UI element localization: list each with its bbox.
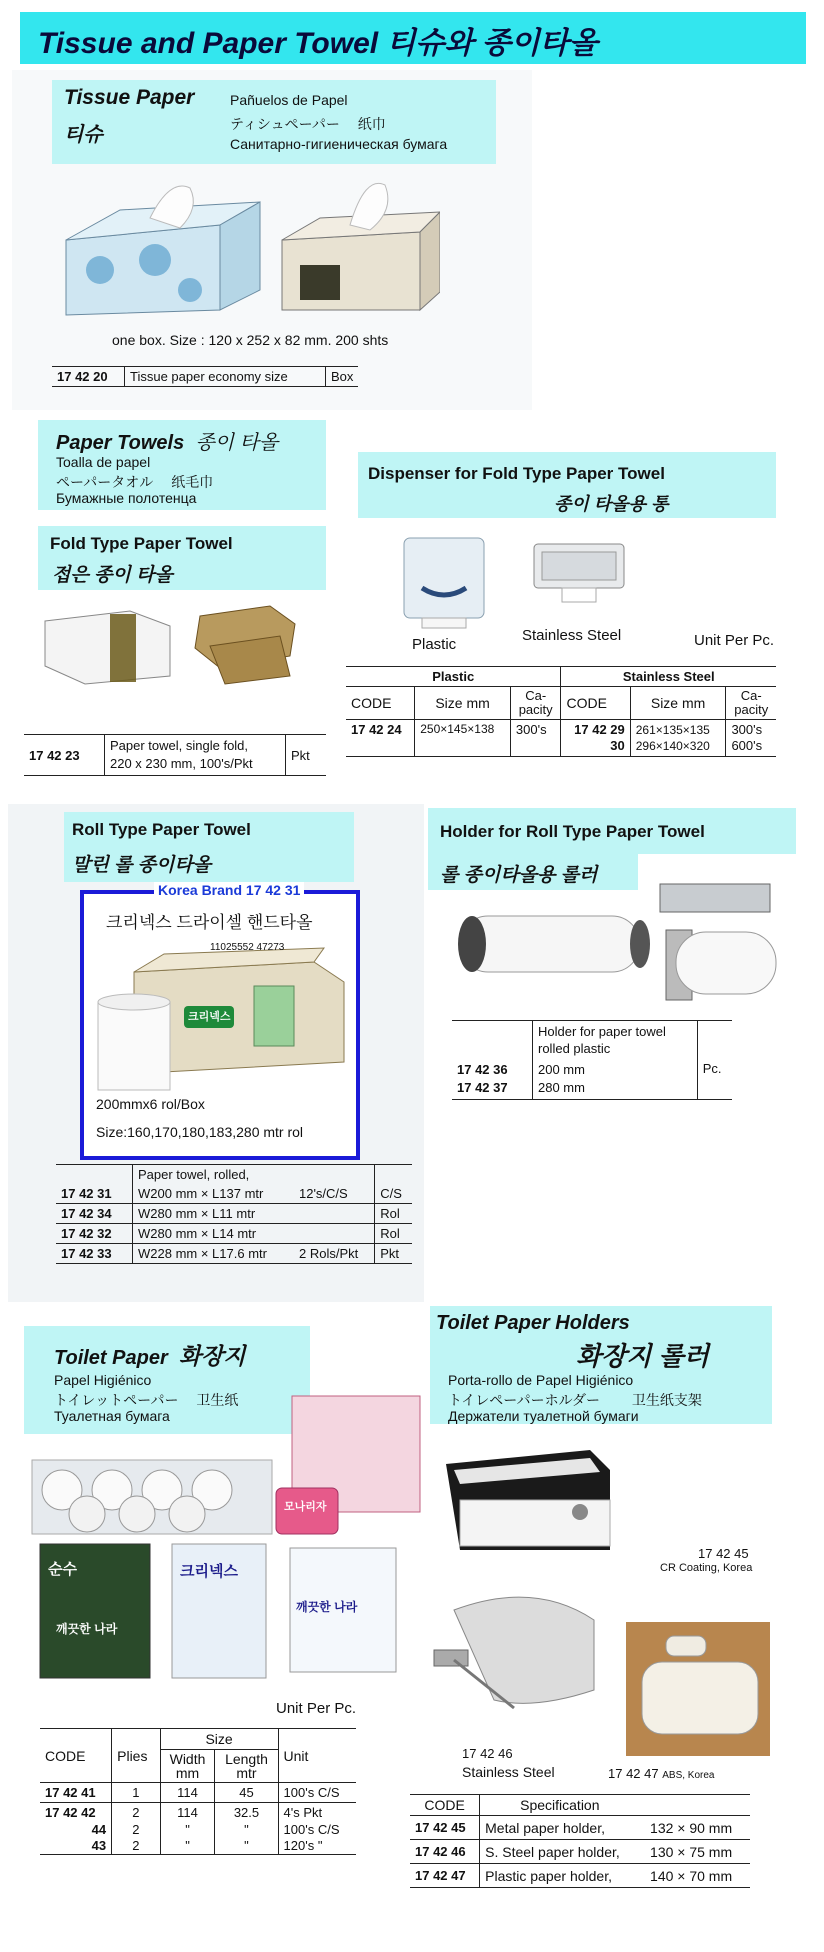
- toilet-head-size: Size: [160, 1729, 278, 1750]
- toilet-holders-title: Toilet Paper Holders: [436, 1312, 630, 1334]
- paper-towels-title: Paper Towels 종이 타올: [56, 432, 279, 454]
- tissue-lang-es: Pañuelos de Papel: [230, 92, 348, 108]
- toilet-pkg-3: 깨끗한 나라: [296, 1600, 358, 1614]
- dispenser-head-plastic: Plastic: [346, 667, 561, 687]
- fold-towel-table: [24, 734, 326, 776]
- toilet-lang-es: Papel Higiénico: [54, 1372, 152, 1388]
- holder-45-note: CR Coating, Korea: [660, 1562, 753, 1574]
- tissue-code: 17 42 20: [57, 369, 108, 384]
- fold-towel-title: Fold Type Paper Towel: [50, 534, 233, 553]
- holder-codes: 17 42 36 17 42 37: [457, 1062, 508, 1095]
- toilet-head-unit: Unit: [278, 1729, 356, 1783]
- page-title: Tissue and Paper Towel 티슈와 종이타올: [38, 27, 598, 60]
- table-row: 17 42 33 W228 mm × L17.6 mtr 2 Rols/Pkt Pkt: [56, 1244, 412, 1264]
- paper-towels-lang-ja: ペーパータオル 纸毛巾: [56, 474, 214, 490]
- tissue-lang-ja: ティシュペーパー 纸巾: [230, 116, 386, 132]
- roll-brand-code: Korea Brand 17 42 31: [154, 882, 304, 898]
- dispenser-plastic-code: 17 42 24: [351, 722, 402, 737]
- dispenser-head-steel: Stainless Steel: [561, 667, 776, 687]
- roll-box-number: 11025552 47273: [210, 942, 285, 953]
- fold-towel-title-box: [38, 526, 326, 590]
- toilet-holders-lang-es: Porta-rollo de Papel Higiénico: [448, 1372, 634, 1388]
- table-row: [52, 367, 358, 387]
- table-row: [24, 735, 326, 776]
- table-row: [452, 1021, 732, 1060]
- table-row: 44 2 " " 100's C/S: [40, 1822, 356, 1838]
- toilet-unit-note: Unit Per Pc.: [276, 1700, 357, 1717]
- fold-towel-title-ko: 접은 종이 타올: [52, 565, 173, 586]
- holder-46-image: [414, 1580, 614, 1740]
- toilet-lang-ja: トイレットペーパー 卫生纸: [54, 1392, 239, 1408]
- holder-unit: Pc.: [697, 1059, 732, 1100]
- holder-45-code: 17 42 45: [698, 1546, 749, 1561]
- dispenser-steel-caps: 300's 600's: [726, 720, 776, 757]
- page-header: [20, 12, 806, 64]
- toilet-holders-head-code: CODE: [410, 1795, 480, 1816]
- roll-caption-2: Size:160,170,180,183,280 mtr rol: [96, 1124, 304, 1140]
- roll-box-logo: 크리넥스: [188, 1011, 231, 1023]
- fold-towel-unit: Pkt: [286, 735, 327, 776]
- dispenser-title-ko: 종이 타올용 통: [554, 494, 669, 514]
- table-row: 17 42 42 2 114 32.5 4's Pkt: [40, 1803, 356, 1823]
- tissue-title-ko: 티슈: [64, 124, 103, 146]
- holder-table: [452, 1020, 732, 1100]
- holder-47-image: [626, 1622, 770, 1756]
- holder-desc: Holder for paper towel rolled plastic: [533, 1021, 698, 1060]
- table-row: 17 42 46 S. Steel paper holder, 130 × 75 mm: [410, 1840, 750, 1864]
- roll-title-ko: 말린 롤 종이타올: [72, 855, 212, 876]
- roll-title-box: [64, 812, 354, 882]
- table-row: Paper towel, rolled,: [56, 1165, 412, 1185]
- dispenser-title: Dispenser for Fold Type Paper Towel: [368, 464, 665, 483]
- roll-brand-name: 크리넥스 드라이셀 핸드타올: [106, 913, 313, 932]
- toilet-pkg-4: 모나리자: [284, 1501, 327, 1513]
- holder-sizes: 200 mm 280 mm: [533, 1059, 698, 1100]
- toilet-pkg-1b: 깨끗한 나라: [56, 1622, 118, 1636]
- holder-46-note: Stainless Steel: [462, 1764, 555, 1780]
- tissue-title: Tissue Paper: [64, 86, 195, 109]
- dispenser-steel-codes: 17 42 29 30: [561, 720, 630, 757]
- holder-title-ko: 롤 종이타올용 롤러: [440, 865, 598, 886]
- table-row: [452, 1059, 732, 1100]
- tissue-title-box: [52, 80, 496, 164]
- dispenser-steel-sizes: 261×135×135 296×140×320: [630, 720, 726, 757]
- paper-towels-lang-es: Toalla de papel: [56, 454, 151, 470]
- dispenser-plastic-size: 250×145×138: [415, 720, 511, 757]
- toilet-holders-title-box: [430, 1306, 772, 1424]
- holder-image: [450, 880, 790, 1010]
- table-row: [346, 687, 776, 720]
- holder-46-code: 17 42 46: [462, 1746, 513, 1761]
- table-row: 17 42 31 W200 mm × L137 mtr 12's/C/S C/S: [56, 1184, 412, 1204]
- toilet-holders-lang-ja: トイレペーパーホルダー 卫生纸支架: [448, 1392, 702, 1408]
- holder-45-image: [440, 1440, 780, 1560]
- paper-towels-lang-ru: Бумажные полотенца: [56, 490, 197, 506]
- tissue-boxes-image: [60, 170, 440, 320]
- roll-title: Roll Type Paper Towel: [72, 820, 251, 839]
- toilet-table: [40, 1728, 356, 1855]
- tissue-unit: Box: [326, 367, 359, 387]
- toilet-holders-lang-ru: Держатели туалетной бумаги: [448, 1408, 639, 1424]
- tissue-caption: one box. Size : 120 x 252 x 82 mm. 200 shts: [112, 332, 389, 348]
- dispenser-label-plastic: Plastic: [412, 636, 457, 653]
- dispenser-title-box: [358, 452, 776, 518]
- paper-towels-title-box: [38, 420, 326, 510]
- toilet-head-plies: Plies: [112, 1729, 160, 1783]
- table-row: 17 42 45 Metal paper holder, 132 × 90 mm: [410, 1816, 750, 1840]
- toilet-pkg-2: 크리넥스: [180, 1563, 238, 1580]
- toilet-head-width: Width mm: [160, 1750, 215, 1783]
- tissue-table: [52, 366, 358, 387]
- table-row: 17 42 32 W280 mm × L14 mtr Rol: [56, 1224, 412, 1244]
- holder-title-box: [428, 808, 796, 854]
- dispenser-table: [346, 666, 776, 757]
- dispenser-unit-note: Unit Per Pc.: [694, 632, 775, 649]
- toilet-head-length: Length mtr: [215, 1750, 278, 1783]
- dispenser-col-capacity-2: Ca- pacity: [726, 687, 776, 720]
- table-row: 17 42 41 1 114 45 100's C/S: [40, 1783, 356, 1803]
- table-row: 17 42 47 Plastic paper holder, 140 × 70 mm: [410, 1864, 750, 1888]
- dispenser-plastic-cap: 300's: [510, 720, 561, 757]
- dispenser-col-capacity: Ca- pacity: [510, 687, 561, 720]
- dispenser-label-steel: Stainless Steel: [522, 627, 622, 644]
- toilet-lang-ru: Туалетная бумага: [54, 1408, 170, 1424]
- table-row: [346, 720, 776, 757]
- toilet-pkg-1: 순수: [48, 1561, 77, 1578]
- tissue-lang-ru: Санитарно-гигиеническая бумага: [230, 136, 448, 152]
- fold-towel-desc: Paper towel, single fold, 220 x 230 mm, 100's/Pkt: [105, 735, 286, 776]
- dispenser-col-size: Size mm: [415, 687, 511, 720]
- toilet-holders-table: [410, 1794, 750, 1888]
- holder-47-code: 17 42 47 ABS, Korea: [608, 1766, 715, 1781]
- dispenser-col-code-2: CODE: [561, 687, 630, 720]
- dispensers-image: [392, 530, 632, 630]
- roll-brand-frame: [80, 882, 360, 1160]
- dispenser-col-code: CODE: [346, 687, 415, 720]
- roll-caption-1: 200mmx6 rol/Box: [96, 1096, 205, 1112]
- toilet-title: Toilet Paper 화장지: [54, 1343, 246, 1369]
- table-row: 17 42 34 W280 mm × L11 mtr Rol: [56, 1204, 412, 1224]
- toilet-holders-title-ko: 화장지 롤러: [576, 1341, 709, 1371]
- holder-title: Holder for Roll Type Paper Towel: [440, 822, 705, 841]
- fold-towels-image: [40, 596, 300, 686]
- table-row: [40, 1729, 356, 1750]
- toilet-head-code: CODE: [40, 1729, 112, 1783]
- dispenser-col-size-2: Size mm: [630, 687, 726, 720]
- tissue-desc: Tissue paper economy size: [125, 367, 326, 387]
- table-row: [410, 1795, 750, 1816]
- toilet-holders-head-spec: Specification: [480, 1795, 750, 1816]
- roll-table: [56, 1164, 412, 1264]
- table-row: 43 2 " " 120's ": [40, 1838, 356, 1855]
- table-row: [346, 667, 776, 687]
- fold-towel-code: 17 42 23: [29, 747, 80, 763]
